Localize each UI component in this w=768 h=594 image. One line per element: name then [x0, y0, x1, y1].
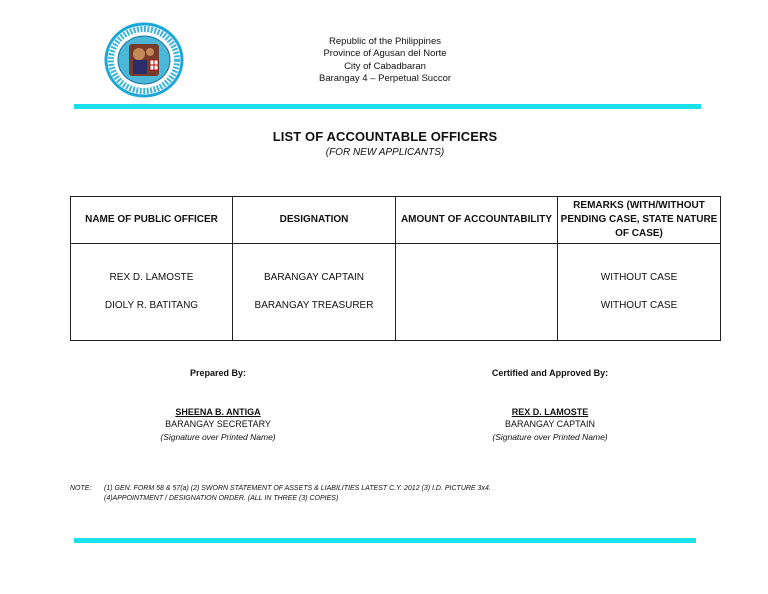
officer-name: REX D. LAMOSTE	[109, 272, 194, 283]
prepared-by-position: BARANGAY SECRETARY	[165, 419, 271, 429]
officer-names-cell	[71, 244, 233, 341]
note-line: (1) GEN. FORM 58 & 57(a) (2) SWORN STATEMENT OF ASSETS & LIABILITIES LATEST C.Y. 2012 (3) I.D. PICTURE 3x4.	[104, 485, 491, 492]
officers-table	[70, 196, 721, 341]
note-line: (4)APPOINTMENT / DESIGNATION ORDER. (ALL IN THREE (3) COPIES)	[104, 495, 339, 502]
column-header-remarks: REMARKS (WITH/WITHOUT PENDING CASE, STATE NATURE OF CASE)	[558, 197, 721, 244]
page-title: LIST OF ACCOUNTABLE OFFICERS	[272, 129, 498, 144]
prepared-by-label: Prepared By:	[189, 368, 247, 378]
officer-name: DIOLY R. BATITANG	[104, 300, 199, 311]
officer-designation: BARANGAY TREASURER	[254, 300, 374, 311]
requirements-note	[70, 484, 710, 504]
prepared-by-name: SHEENA B. ANTIGA	[175, 406, 261, 417]
letterhead-line: Republic of the Philippines	[329, 36, 441, 47]
approved-by-name: REX D. LAMOSTE	[511, 406, 589, 417]
column-header-designation: DESIGNATION	[233, 197, 396, 244]
letterhead-line: City of Cabadbaran	[344, 60, 426, 72]
letterhead-line: Province of Agusan del Norte	[323, 48, 447, 60]
prepared-by-signature-note: (Signature over Printed Name)	[160, 431, 276, 442]
page-subtitle: (FOR NEW APPLICANTS)	[325, 147, 445, 158]
letterhead-address	[270, 36, 500, 86]
officer-amount	[397, 271, 556, 285]
header-divider	[74, 104, 701, 109]
approved-by-signature-note: (Signature over Printed Name)	[492, 431, 608, 442]
barangay-seal-icon	[104, 22, 184, 98]
amount-cell	[396, 244, 558, 341]
officer-remarks: WITHOUT CASE	[600, 272, 678, 283]
approved-by-position: BARANGAY CAPTAIN	[504, 419, 596, 429]
letterhead-line: Barangay 4 – Perpetual Succor	[318, 73, 452, 85]
column-header-name: NAME OF PUBLIC OFFICER	[71, 197, 233, 244]
approved-by-label: Certified and Approved By:	[491, 368, 609, 378]
officer-remarks: WITHOUT CASE	[600, 300, 678, 311]
note-label: NOTE:	[70, 485, 92, 492]
prepared-by-block	[120, 367, 316, 443]
designation-cell	[233, 244, 396, 341]
table-row	[71, 244, 721, 341]
approved-by-block	[440, 367, 660, 443]
remarks-cell	[558, 244, 721, 341]
column-header-amount: AMOUNT OF ACCOUNTABILITY	[396, 197, 558, 244]
officer-amount	[397, 299, 556, 313]
table-header-row	[71, 197, 721, 244]
officer-designation: BARANGAY CAPTAIN	[263, 272, 365, 283]
footer-divider	[74, 538, 696, 543]
